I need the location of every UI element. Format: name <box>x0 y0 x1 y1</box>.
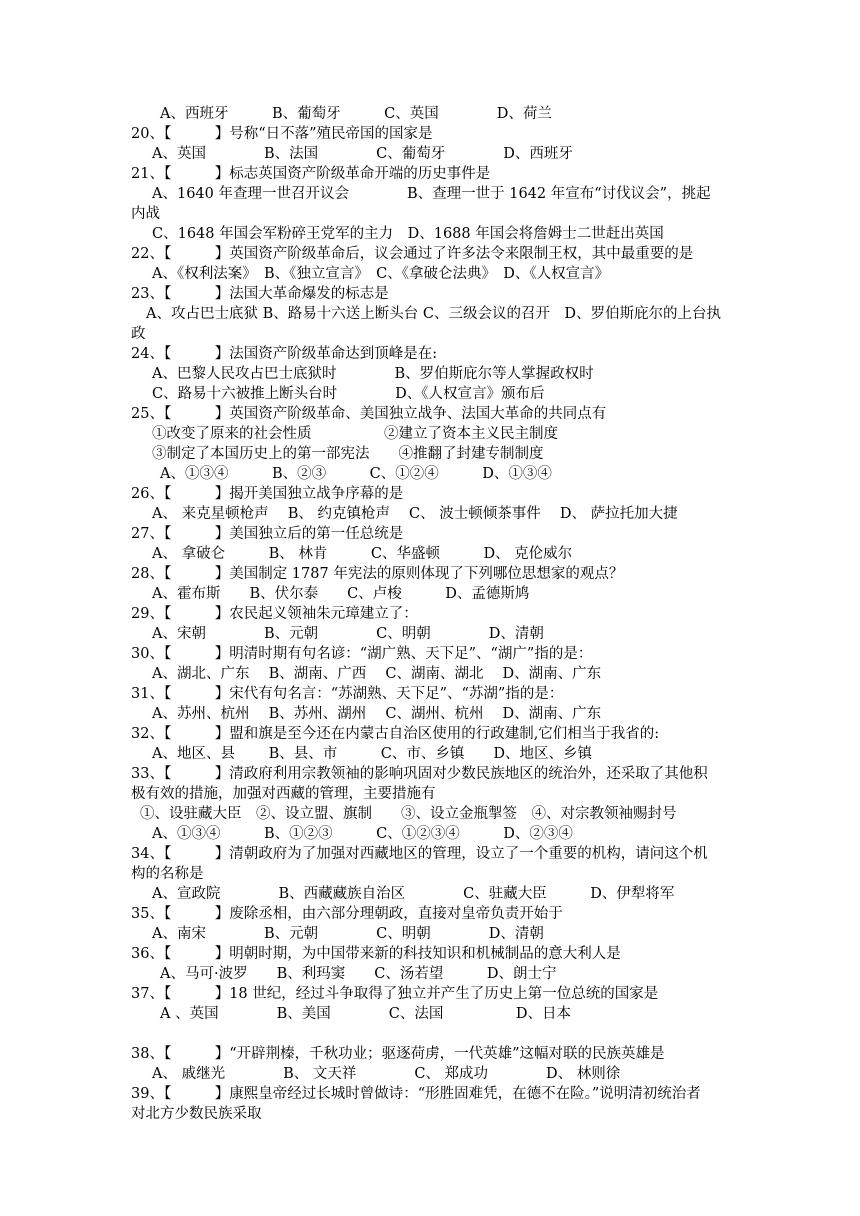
question-21: 21、【 】标志英国资产阶级革命开端的历史事件是 <box>131 166 491 182</box>
option-line-27: A、 拿破仑 B、 林肯 C、华盛顿 D、 克伦威尔 <box>152 546 573 562</box>
question-33: 33、【 】清政府利用宗教领袖的影响巩固对少数民族地区的统治外，还采取了其他积 <box>131 766 708 782</box>
question-24: 24、【 】法国资产阶级革命达到顶峰是在: <box>131 346 438 362</box>
option-line-35: A、南宋 B、元朝 C、明朝 D、清朝 <box>152 926 544 942</box>
option-line-23-cont: 政 <box>131 326 146 342</box>
question-34: 34、【 】清朝政府为了加强对西藏地区的管理，设立了一个重要的机构，请问这个机 <box>131 846 708 862</box>
question-38: 38、【 】“开辟荆榛，千秋功业；驱逐荷虏，一代英雄”这幅对联的民族英雄是 <box>131 1046 665 1062</box>
question-27: 27、【 】美国独立后的第一任总统是 <box>131 526 404 542</box>
option-line-23: A、攻占巴士底狱 B、路易十六送上断头台 C、三级会议的召开 D、罗伯斯庇尔的上台执 <box>146 306 722 322</box>
question-34-cont: 构的名称是 <box>131 866 204 882</box>
option-line-20: A、英国 B、法国 C、葡萄牙 D、西班牙 <box>152 146 573 162</box>
question-33-cont: 极有效的措施，加强对西藏的管理，主要措施有 <box>131 786 436 802</box>
option-line-36: A、马可·波罗 B、利玛窦 C、汤若望 D、朗士宁 <box>160 966 557 982</box>
question-36: 36、【 】明朝时期，为中国带来新的科技知识和机械制品的意大利人是 <box>131 946 621 962</box>
option-line-24-ab: A、巴黎人民攻占巴士底狱时 B、罗伯斯庇尔等人掌握政权时 <box>152 366 594 382</box>
question-28: 28、【 】美国制定 1787 年宪法的原则体现了下列哪位思想家的观点？ <box>131 566 624 582</box>
option-line-21-ab-cont: 内战 <box>131 206 160 222</box>
statement-line-25-12: ①改变了原来的社会性质 ②建立了资本主义民主制度 <box>152 426 558 442</box>
question-30: 30、【 】明清时期有句名谚：“湖广熟、天下足”、“湖广”指的是： <box>131 646 593 662</box>
question-35: 35、【 】废除丞相，由六部分理朝政，直接对皇帝负责开始于 <box>131 906 563 922</box>
option-line-19: A、西班牙 B、葡萄牙 C、英国 D、荷兰 <box>160 106 552 122</box>
option-line-29: A、宋朝 B、元朝 C、明朝 D、清朝 <box>152 626 544 642</box>
option-line-31: A、苏州、杭州 B、苏州、湖州 C、湖州、杭州 D、湖南、广东 <box>152 706 602 722</box>
option-line-26: A、 来克星顿枪声 B、 约克镇枪声 C、 波士顿倾茶事件 D、 萨拉托加大捷 <box>152 506 678 522</box>
question-23: 23、【 】法国大革命爆发的标志是 <box>131 286 389 302</box>
question-39-cont: 对北方少数民族采取 <box>131 1106 262 1122</box>
option-line-28: A、霍布斯 B、伏尔泰 C、卢梭 D、孟德斯鸠 <box>152 586 530 602</box>
option-line-25: A、①③④ B、②③ C、①②④ D、①③④ <box>160 466 552 482</box>
question-22: 22、【 】英国资产阶级革命后，议会通过了许多法令来限制王权，其中最重要的是 <box>131 246 694 262</box>
option-line-38: A、 戚继光 B、 文天祥 C、 郑成功 D、 林则徐 <box>152 1066 621 1082</box>
question-32: 32、【 】盟和旗是至今还在内蒙古自治区使用的行政建制,它们相当于我省的: <box>131 726 660 742</box>
question-29: 29、【 】农民起义领袖朱元璋建立了： <box>131 606 418 622</box>
question-37: 37、【 】18 世纪，经过斗争取得了独立并产生了历史上第一位总统的国家是 <box>131 986 659 1002</box>
option-line-22: A、《权利法案》 B、《独立宣言》 C、《拿破仑法典》 D、《人权宣言》 <box>152 266 610 282</box>
option-line-33: A、①③④ B、①②③ C、①②③④ D、②③④ <box>152 826 573 842</box>
option-line-37: A 、英国 B、美国 C、法国 D、日本 <box>160 1006 571 1022</box>
question-39: 39、【 】康熙皇帝经过长城时曾做诗：“形胜固难凭，在德不在险。”说明清初统治者 <box>131 1086 701 1102</box>
option-line-30: A、湖北、广东 B、湖南、广西 C、湖南、湖北 D、湖南、广东 <box>152 666 602 682</box>
question-31: 31、【 】宋代有句名言：“苏湖熟、天下足”、“苏湖”指的是： <box>131 686 564 702</box>
option-line-32: A、地区、县 B、县、市 C、市、乡镇 D、地区、乡镇 <box>152 746 592 762</box>
option-line-21-cd: C、1648 年国会军粉碎王党军的主力 D、1688 年国会将詹姆士二世赶出英国 <box>152 226 664 242</box>
question-26: 26、【 】揭开美国独立战争序幕的是 <box>131 486 404 502</box>
question-25: 25、【 】英国资产阶级革命、美国独立战争、法国大革命的共同点有 <box>131 406 607 422</box>
statement-line-25-34: ③制定了本国历史上的第一部宪法 ④推翻了封建专制制度 <box>152 446 544 462</box>
option-line-24-cd: C、路易十六被推上断头台时 D、《人权宣言》颁布后 <box>152 386 545 402</box>
option-line-21-ab: A、1640 年查理一世召开议会 B、查理一世于 1642 年宣布“讨伐议会”，挑起 <box>152 186 711 202</box>
question-20: 20、【 】号称“日不落”殖民帝国的国家是 <box>131 126 433 142</box>
option-line-34: A、宣政院 B、西藏藏族自治区 C、驻藏大臣 D、伊犁将军 <box>152 886 675 902</box>
statement-line-33: ①、设驻藏大臣 ②、设立盟、旗制 ③、设立金瓶掣签 ④、对宗教领袖赐封号 <box>140 806 677 822</box>
